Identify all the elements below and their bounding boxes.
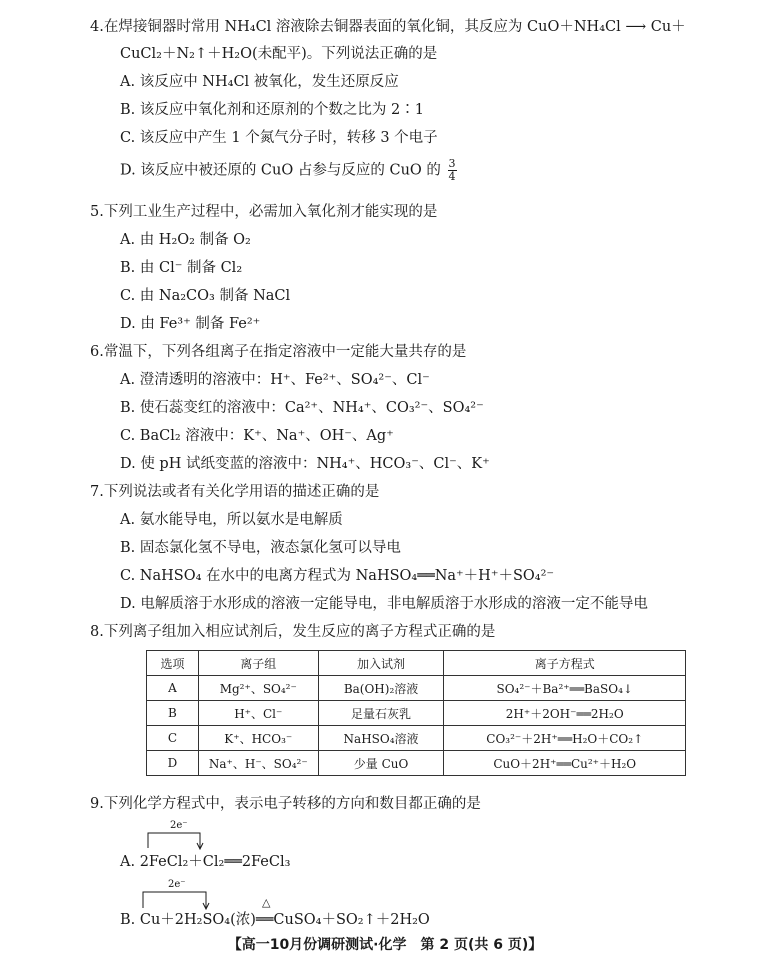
- table-header-cell: 选项: [147, 651, 199, 676]
- q5-option-c: C. 由 Na₂CO₃ 制备 NaCl: [120, 288, 291, 304]
- table-header-cell: 离子组: [198, 651, 318, 676]
- q4-stem-line2: CuCl₂＋N₂↑＋H₂O(未配平)。下列说法正确的是: [120, 46, 438, 62]
- table-row: [147, 751, 686, 776]
- table-row: [147, 701, 686, 726]
- table-cell: K⁺、HCO₃⁻: [198, 726, 318, 751]
- table-cell: 2H⁺＋2OH⁻══2H₂O: [444, 701, 686, 726]
- fraction: [448, 158, 457, 183]
- q4-option-a: A. 该反应中 NH₄Cl 被氧化，发生还原反应: [120, 74, 399, 90]
- q6-stem: 6.常温下，下列各组离子在指定溶液中一定能大量共存的是: [90, 344, 467, 360]
- table-cell: 少量 CuO: [318, 751, 444, 776]
- q4-stem-line1: 4.在焊接铜器时常用 NH₄Cl 溶液除去铜器表面的氧化铜，其反应为 CuO＋NH₄Cl ⟶ Cu＋: [90, 19, 686, 35]
- q7-option-a: A. 氨水能导电，所以氨水是电解质: [120, 512, 343, 528]
- table-header-cell: 离子方程式: [444, 651, 686, 676]
- q8-stem: 8.下列离子组加入相应试剂后，发生反应的离子方程式正确的是: [90, 624, 496, 640]
- arrow-head-a: [197, 843, 203, 849]
- q7-option-c: C. NaHSO₄ 在水中的电离方程式为 NaHSO₄══Na⁺＋H⁺＋SO₄²⁻: [120, 568, 555, 584]
- q9-b-electron-label: 2e⁻: [168, 879, 186, 890]
- q5-option-a: A. 由 H₂O₂ 制备 O₂: [120, 232, 251, 248]
- q9-stem: 9.下列化学方程式中，表示电子转移的方向和数目都正确的是: [90, 796, 481, 812]
- table-cell: H⁺、Cl⁻: [198, 701, 318, 726]
- q9-option-b: B. Cu＋2H₂SO₄(浓)══CuSO₄＋SO₂↑＋2H₂O: [120, 912, 430, 928]
- fraction-denominator: 4: [448, 170, 456, 183]
- q9-option-a: A. 2FeCl₂＋Cl₂══2FeCl₃: [120, 854, 291, 870]
- q7-option-d: D. 电解质溶于水形成的溶液一定能导电，非电解质溶于水形成的溶液一定不能导电: [120, 596, 648, 612]
- table-header-cell: 加入试剂: [318, 651, 444, 676]
- table-cell: B: [147, 701, 199, 726]
- table-cell: CO₃²⁻＋2H⁺══H₂O＋CO₂↑: [444, 726, 686, 751]
- table-cell: Mg²⁺、SO₄²⁻: [198, 676, 318, 701]
- ion-table: [146, 650, 686, 776]
- q5-option-d: D. 由 Fe³⁺ 制备 Fe²⁺: [120, 316, 261, 332]
- q4-option-d-text: D. 该反应中被还原的 CuO 占参与反应的 CuO 的: [120, 162, 441, 179]
- table-row: [147, 676, 686, 701]
- q9-a-electron-label: 2e⁻: [170, 820, 188, 831]
- table-cell: CuO＋2H⁺══Cu²⁺＋H₂O: [444, 751, 686, 776]
- q7-option-b: B. 固态氯化氢不导电，液态氯化氢可以导电: [120, 540, 401, 556]
- q6-option-b: B. 使石蕊变红的溶液中：Ca²⁺、NH₄⁺、CO₃²⁻、SO₄²⁻: [120, 400, 484, 416]
- table-cell: SO₄²⁻＋Ba²⁺══BaSO₄↓: [444, 676, 686, 701]
- q5-stem: 5.下列工业生产过程中，必需加入氧化剂才能实现的是: [90, 204, 438, 220]
- q4-option-c: C. 该反应中产生 1 个氮气分子时，转移 3 个电子: [120, 130, 438, 146]
- page-footer: 【高一10月份调研测试·化学 第 2 页(共 6 页)】: [227, 937, 543, 953]
- table-cell: C: [147, 726, 199, 751]
- q6-option-a: A. 澄清透明的溶液中：H⁺、Fe²⁺、SO₄²⁻、Cl⁻: [120, 372, 430, 388]
- transfer-arrow-b: [143, 892, 206, 908]
- table-cell: D: [147, 751, 199, 776]
- q5-option-b: B. 由 Cl⁻ 制备 Cl₂: [120, 260, 243, 276]
- table-header-row: [147, 651, 686, 676]
- q6-option-c: C. BaCl₂ 溶液中：K⁺、Na⁺、OH⁻、Ag⁺: [120, 428, 394, 444]
- q4-option-d: [120, 158, 457, 183]
- transfer-arrow-a: [148, 833, 200, 848]
- table-cell: Ba(OH)₂溶液: [318, 676, 444, 701]
- table-cell: 足量石灰乳: [318, 701, 444, 726]
- table-cell: A: [147, 676, 199, 701]
- table-row: [147, 726, 686, 751]
- table-cell: Na⁺、H⁻、SO₄²⁻: [198, 751, 318, 776]
- q7-stem: 7.下列说法或者有关化学用语的描述正确的是: [90, 484, 380, 500]
- fraction-numerator: 3: [448, 157, 456, 170]
- q4-option-b: B. 该反应中氧化剂和还原剂的个数之比为 2∶1: [120, 102, 424, 118]
- q9-b-heat-condition: △: [262, 896, 271, 909]
- table-cell: NaHSO₄溶液: [318, 726, 444, 751]
- q6-option-d: D. 使 pH 试纸变蓝的溶液中：NH₄⁺、HCO₃⁻、Cl⁻、K⁺: [120, 456, 490, 472]
